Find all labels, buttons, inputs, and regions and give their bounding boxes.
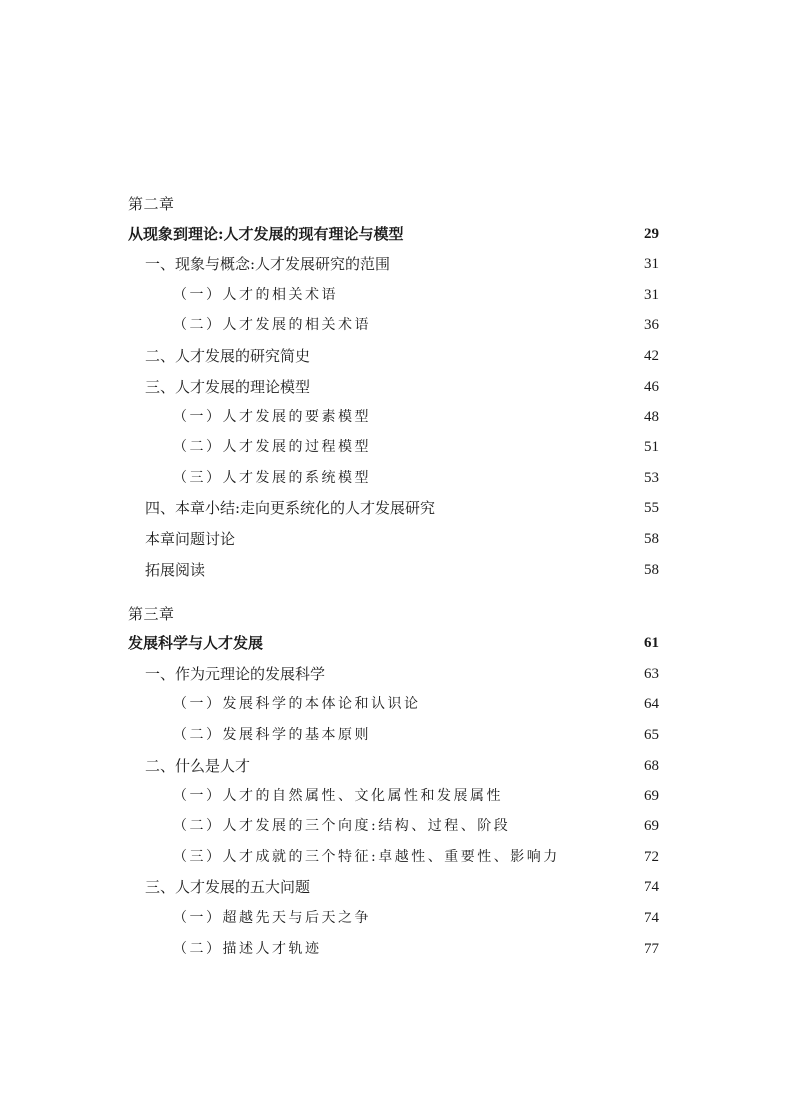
toc-entry[interactable]	[0, 724, 790, 746]
toc-entry[interactable]	[0, 815, 790, 837]
page-number: 69	[644, 788, 659, 804]
entry-title: 本章问题讨论	[145, 530, 236, 548]
entry-title: （二）描述人才轨迹	[173, 941, 322, 957]
toc-entry[interactable]	[0, 314, 790, 336]
entry-title: 二、什么是人才	[145, 757, 251, 775]
page-number: 58	[644, 531, 659, 547]
entry-title: （一）超越先天与后天之争	[173, 910, 371, 926]
page-number: 46	[644, 379, 659, 395]
toc-entry[interactable]	[0, 876, 790, 898]
toc-entry[interactable]	[0, 755, 790, 777]
entry-title: （一）人才发展的要素模型	[173, 409, 371, 425]
page-number: 72	[644, 849, 659, 865]
chapter-title: 发展科学与人才发展	[128, 634, 264, 652]
entry-title: （一）人才的自然属性、文化属性和发展属性	[173, 788, 503, 804]
toc-entry[interactable]	[0, 938, 790, 960]
page-number: 29	[644, 226, 659, 242]
toc-chapter-title-row[interactable]	[0, 632, 790, 654]
page-number: 74	[644, 879, 659, 895]
toc-entry[interactable]	[0, 253, 790, 275]
entry-title: （二）人才发展的相关术语	[173, 317, 371, 333]
entry-title: 四、本章小结:走向更系统化的人才发展研究	[145, 499, 436, 517]
page-number: 31	[644, 287, 659, 303]
toc-entry[interactable]	[0, 846, 790, 868]
entry-title: 三、人才发展的五大问题	[145, 878, 311, 896]
chapter-title: 从现象到理论:人才发展的现有理论与模型	[128, 225, 404, 243]
toc-entry[interactable]	[0, 559, 790, 581]
page-number: 58	[644, 562, 659, 578]
page-number: 65	[644, 727, 659, 743]
chapter-label: 第三章	[128, 605, 175, 623]
toc-entry[interactable]	[0, 406, 790, 428]
entry-title: 一、作为元理论的发展科学	[145, 665, 326, 683]
toc-entry[interactable]	[0, 785, 790, 807]
toc-entry[interactable]	[0, 693, 790, 715]
toc-entry[interactable]	[0, 663, 790, 685]
page-number: 74	[644, 910, 659, 926]
page-number: 68	[644, 758, 659, 774]
entry-title: 拓展阅读	[145, 561, 206, 579]
entry-title: 一、现象与概念:人才发展研究的范围	[145, 255, 391, 273]
page-number: 51	[644, 439, 659, 455]
page-number: 63	[644, 666, 659, 682]
page-number: 53	[644, 470, 659, 486]
toc-entry[interactable]	[0, 376, 790, 398]
toc-entry[interactable]	[0, 436, 790, 458]
toc-entry[interactable]	[0, 497, 790, 519]
toc-entry[interactable]	[0, 284, 790, 306]
entry-title: （二）人才发展的过程模型	[173, 439, 371, 455]
toc-entry[interactable]	[0, 345, 790, 367]
toc-entry[interactable]	[0, 528, 790, 550]
page-number: 69	[644, 818, 659, 834]
entry-title: （三）人才成就的三个特征:卓越性、重要性、影响力	[173, 849, 560, 865]
page-number: 36	[644, 317, 659, 333]
page-number: 31	[644, 256, 659, 272]
page-number: 64	[644, 696, 659, 712]
entry-title: 二、人才发展的研究简史	[145, 347, 311, 365]
page-number: 61	[644, 635, 659, 651]
entry-title: 三、人才发展的理论模型	[145, 378, 311, 396]
entry-title: （一）人才的相关术语	[173, 287, 338, 303]
entry-title: （二）发展科学的基本原则	[173, 727, 371, 743]
entry-title: （三）人才发展的系统模型	[173, 470, 371, 486]
page-number: 48	[644, 409, 659, 425]
entry-title: （一）发展科学的本体论和认识论	[173, 696, 421, 712]
toc-entry[interactable]	[0, 467, 790, 489]
page-number: 42	[644, 348, 659, 364]
toc-chapter-title-row[interactable]	[0, 223, 790, 245]
page-number: 55	[644, 500, 659, 516]
toc-entry[interactable]	[0, 907, 790, 929]
page-number: 77	[644, 941, 659, 957]
chapter-label: 第二章	[128, 195, 175, 213]
entry-title: （二）人才发展的三个向度:结构、过程、阶段	[173, 818, 511, 834]
